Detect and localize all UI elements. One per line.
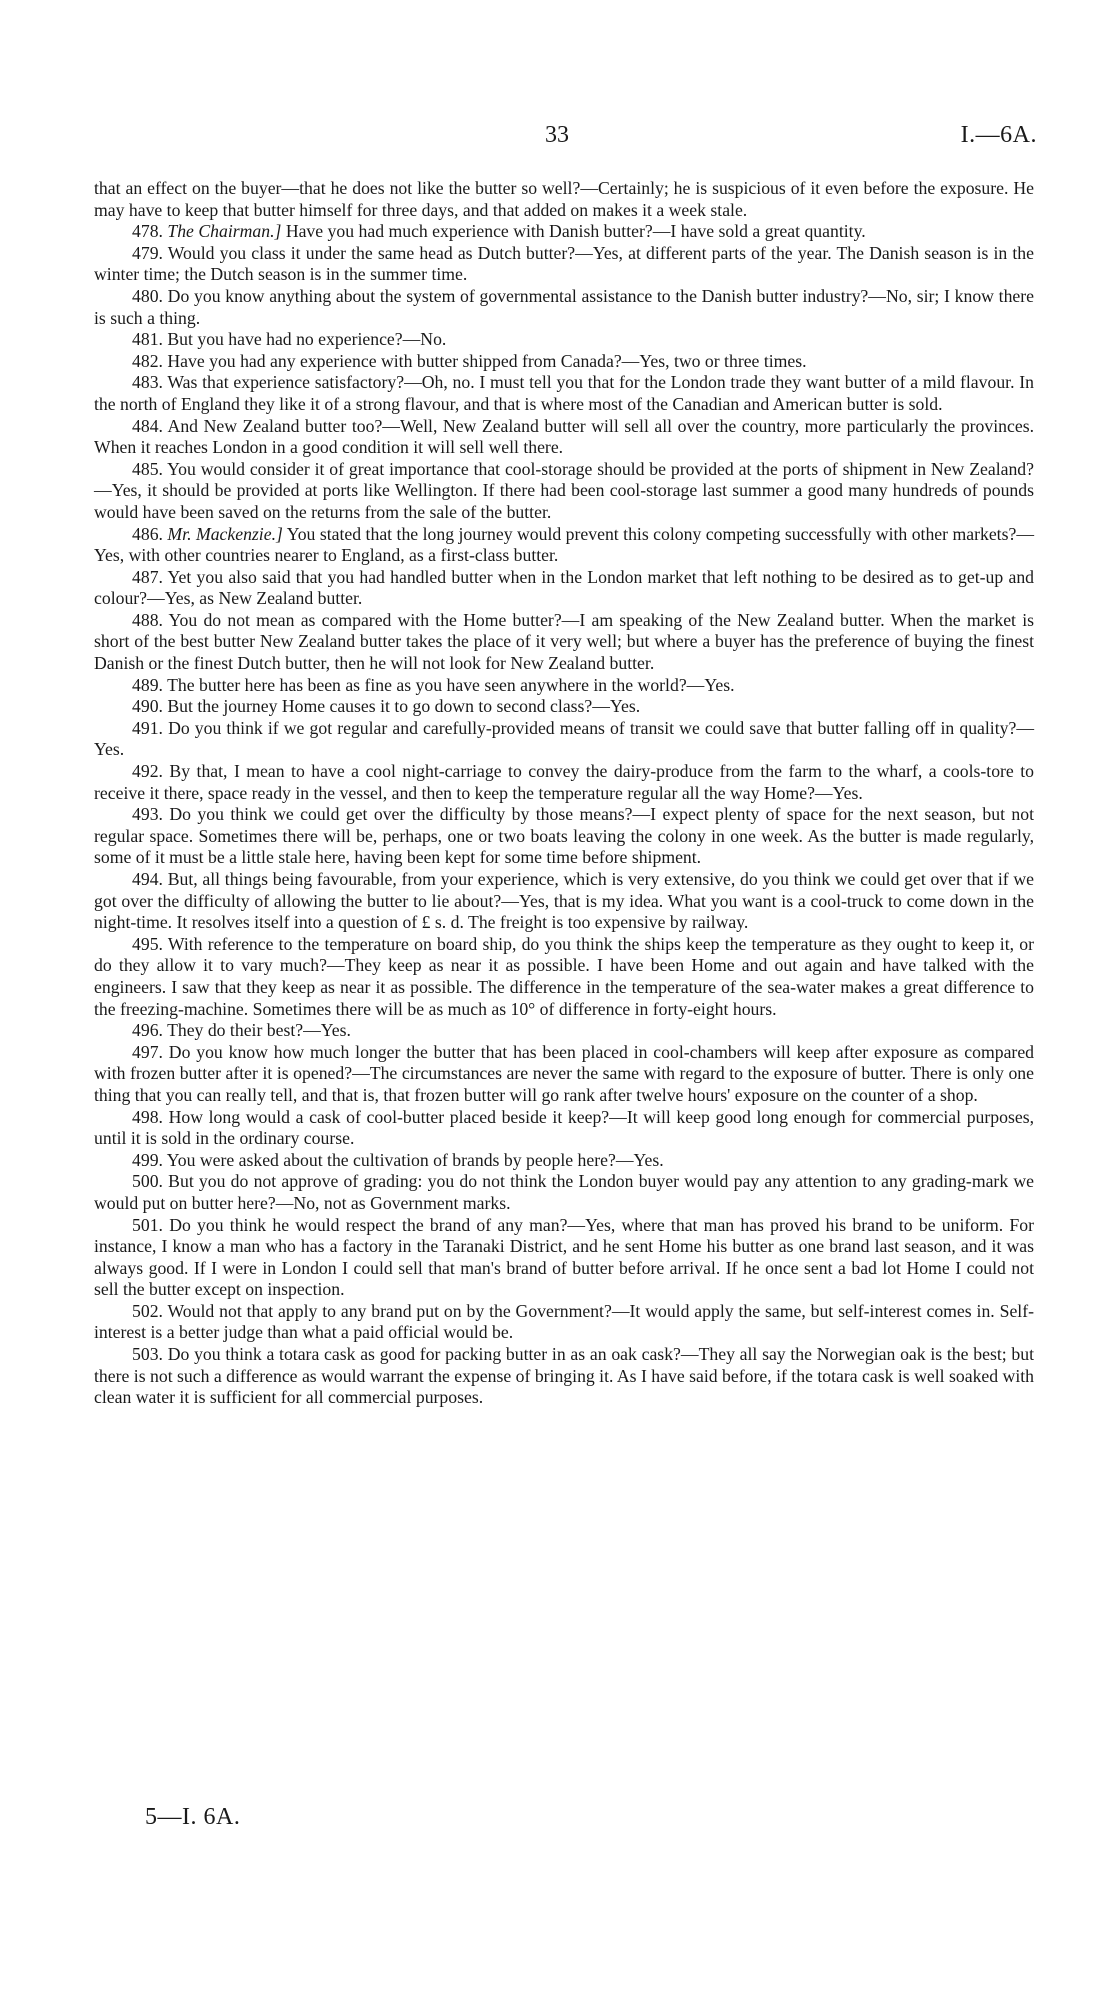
paragraph-text: And New Zealand butter too?—Well, New Zealand butter will sell all over the country, more particularly the provinces. When it reaches London in a good condition it will sell well there. [94,415,1035,458]
paragraph-text: Do you think if we got regular and carefully-provided means of transit we could save that butter falling off in quality?—Yes. [94,717,1035,760]
question-number: 503. [132,1344,163,1365]
paragraph-486 [94,524,1034,567]
paragraph-488 [94,610,1034,675]
paragraph-483 [94,372,1034,415]
paragraph-text: But, all things being favourable, from your experience, which is very extensive, do you think we could get over that if we got over the difficulty of allowing the butter to lie about?—Yes, that is my idea. What you want is a cool-truck to come down in the night-time. It resolves itself into a question of £ s. d. The freight is too expensive by railway. [94,869,1035,933]
paragraph-text: But you do not approve of grading: you do not think the London buyer would pay any attention to any grading-mark we would put on butter here?—No, not as Government marks. [94,1171,1034,1213]
paragraph-text: By that, I mean to have a cool night-carriage to convey the dairy-produce from the farm to the wharf, a cools-tore to receive it there, space ready in the vessel, and then to keep the temperature regular all the way Home?—Yes. [94,761,1034,803]
page-number: 33 [545,122,569,148]
paragraph-492 [94,761,1034,804]
question-number: 486. [132,523,163,544]
paragraph-text: Have you had much experience with Danish butter?—I have sold a great quantity. [285,221,866,242]
paragraph-text: Do you think a totara cask as good for packing butter in as an oak cask?—They all say the Norwegian oak is the best; but there is not such a difference as would warrant the expense of bringing it. As I have said before, if the totara cask is well soaked with clean water it is sufficient for all commercial purposes. [94,1344,1034,1408]
paragraph-482 [94,351,1034,373]
paragraph-493 [94,804,1034,869]
paragraph-text: But you have had no experience?—No. [167,329,447,350]
question-number: 483. [132,372,163,393]
paragraph-text: that an effect on the buyer—that he does not like the butter so well?—Certainly; he is suspicious of it even before the exposure. He may have to keep that butter himself for three days, and that added on makes it a week stale. [94,178,1034,220]
paragraph-498 [94,1107,1034,1150]
paragraph-text: Would not that apply to any brand put on by the Government?—It would apply the same, but self-interest comes in. Self-interest is a better judge than what a paid official would be. [94,1300,1034,1343]
question-number: 485. [132,458,163,479]
paragraph-text: Do you know anything about the system of governmental assistance to the Danish butter industry?—No, sir; I know there is such a thing. [94,285,1034,328]
speaker-name: Mr. Mackenzie.] [167,523,283,544]
paragraph-text: You stated that the long journey would prevent this colony competing successfully with other markets?—Yes, with other countries nearer to England, as a first-class butter. [94,523,1035,566]
paragraph-text: Do you think we could get over the difficulty by those means?—I expect plenty of space for the next season, but not regular space. Sometimes there will be, perhaps, one or two boats leaving the colony in one week. As the butter is made regularly, some of it must be a little stale here, having been kept for some time before shipment. [94,804,1035,868]
evidence-text [94,178,1034,1409]
question-number: 498. [132,1106,163,1127]
paragraph-text: They do their best?—Yes. [167,1020,351,1041]
paragraph-501 [94,1215,1034,1301]
paragraph-478 [94,221,1034,243]
question-number: 491. [132,717,163,738]
paragraph-text: You were asked about the cultivation of brands by people here?—Yes. [166,1149,664,1170]
question-number: 494. [132,869,163,889]
question-number: 495. [132,933,163,954]
question-number: 499. [132,1149,163,1170]
paragraph-500 [94,1171,1034,1214]
paragraph-487 [94,567,1034,610]
question-number: 478. [132,221,163,242]
paragraph-496 [94,1020,1034,1042]
paragraph-484 [94,416,1034,459]
question-number: 479. [132,242,163,263]
question-number: 481. [132,329,163,350]
paragraph-text: Was that experience satisfactory?—Oh, no. I must tell you that for the London trade they want butter of a mild flavour. In the north of England they like it of a strong flavour, and that is where most of the Canadian and American butter is sold. [94,372,1034,414]
paragraph-continued [94,178,1034,221]
question-number: 490. [132,696,163,717]
paragraph-490 [94,696,1034,718]
question-number: 484. [132,415,163,436]
paragraph-text: You would consider it of great importance that cool-storage should be provided at the ports of shipment in New Zealand?—Yes, it should be provided at ports like Wellington. If there had been cool-storage last summer a good many hundreds of pounds would have been saved on the returns from the sale of the butter. [94,458,1034,522]
paragraph-489 [94,675,1034,697]
paragraph-491 [94,718,1034,761]
question-number: 487. [132,566,163,587]
paragraph-485 [94,459,1034,524]
signature-mark: 5—I. 6A. [145,1804,241,1830]
paragraph-480 [94,286,1034,329]
paragraph-text: Do you know how much longer the butter that has been placed in cool-chambers will keep after exposure as compared with frozen butter after it is opened?—The circumstances are never the same with regard to the exposure of butter. There is only one thing that you can really tell, and that is, that frozen butter will go rank after twelve hours' exposure on the counter of a shop. [94,1041,1035,1105]
question-number: 480. [132,285,163,306]
paragraph-494 [94,869,1034,934]
document-reference: I.—6A. [960,122,1037,148]
paragraph-502 [94,1301,1034,1344]
question-number: 502. [132,1300,163,1321]
question-number: 496. [132,1020,163,1041]
question-number: 482. [132,350,163,371]
paragraph-481 [94,329,1034,351]
question-number: 501. [132,1214,163,1235]
paragraph-text: Yet you also said that you had handled butter when in the London market that left nothing to be desired as to get-up and colour?—Yes, as New Zealand butter. [94,566,1035,609]
paragraph-479 [94,243,1034,286]
question-number: 492. [132,761,163,782]
paragraph-text: Have you had any experience with butter shipped from Canada?—Yes, two or three times. [167,350,807,371]
paragraph-497 [94,1042,1034,1107]
question-number: 488. [132,609,163,630]
speaker-name: The Chairman.] [167,221,282,242]
question-number: 500. [132,1171,163,1192]
question-number: 489. [132,674,163,695]
paragraph-text: The butter here has been as fine as you have seen anywhere in the world?—Yes. [167,674,735,695]
paragraph-text: You do not mean as compared with the Home butter?—I am speaking of the New Zealand butter. When the market is short of the best butter New Zealand butter takes the place of it very well; but where a buyer has the preference of buying the finest Danish or the finest Dutch butter, then he will not look for New Zealand butter. [94,609,1034,674]
paragraph-text: Do you think he would respect the brand of any man?—Yes, where that man has proved his brand to be uniform. For instance, I know a man who has a factory in the Taranaki District, and he sent Home his butter as one brand last season, and it was always good. If I were in London I could sell that man's brand of butter before arrival. If he once sent a bad lot Home I could not sell the butter except on inspection. [94,1214,1034,1300]
paragraph-495 [94,934,1034,1020]
question-number: 493. [132,804,163,825]
paragraph-text: With reference to the temperature on board ship, do you think the ships keep the temperature as they ought to keep it, or do they allow it to vary much?—They keep as near it as possible. I have been Home and out again and have talked with the engineers. I saw that they keep as near it as possible. The difference in the temperature of the sea-water makes a great difference to the freezing-machine. Sometimes there will be as much as 10° of difference in forty-eight hours. [94,933,1034,1019]
question-number: 497. [132,1041,163,1062]
paragraph-503 [94,1344,1034,1409]
paragraph-text: But the journey Home causes it to go down to second class?—Yes. [167,696,641,717]
paragraph-text: Would you class it under the same head as Dutch butter?—Yes, at different parts of the year. The Danish season is in the winter time; the Dutch season is in the summer time. [94,242,1034,285]
paragraph-499 [94,1150,1034,1172]
paragraph-text: How long would a cask of cool-butter placed beside it keep?—It will keep good long enough for commercial purposes, until it is sold in the ordinary course. [94,1106,1034,1149]
